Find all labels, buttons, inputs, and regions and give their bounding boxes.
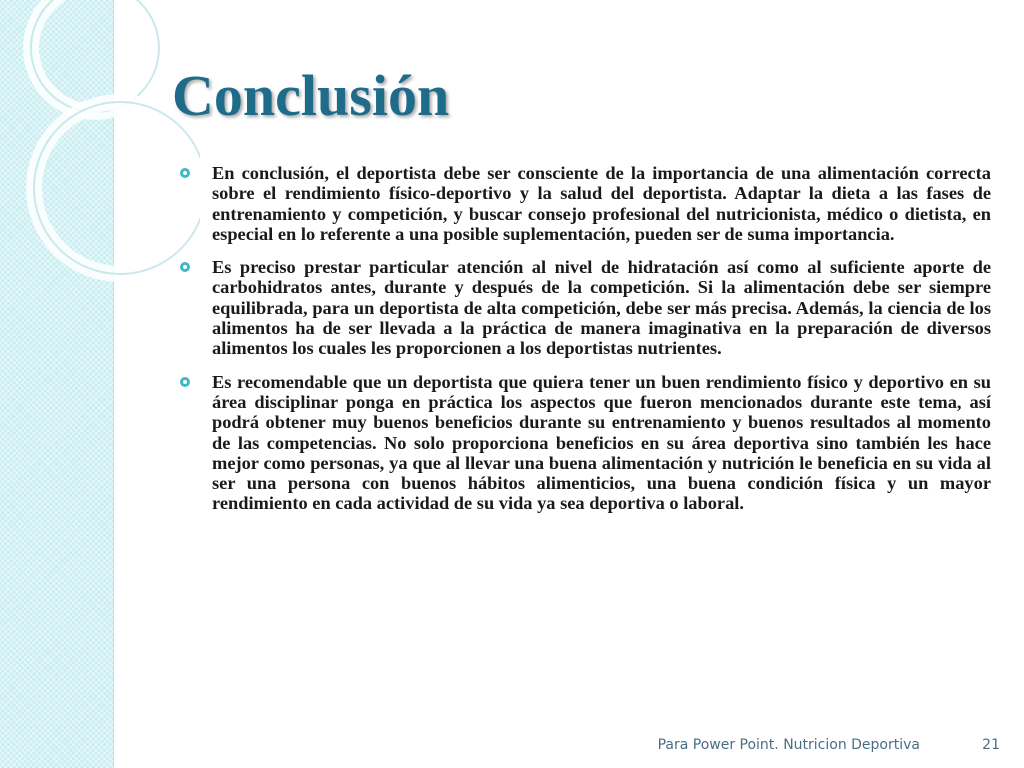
- bullet-icon: [180, 168, 190, 178]
- decorative-side-band: [0, 0, 114, 768]
- bullet-item: [180, 257, 991, 358]
- bullet-text: Es preciso prestar particular atención al nivel de hidratación así como al suficiente aporte de carbohidratos antes, durante y después de la competición. Si la alimentación debe ser siempre equilibrada, para un deportista de alta competición, debe ser más precisa. Además, la ciencia de los alimentos ha de ser llevada a la práctica de manera imaginativa en la preparación de diversos alimentos los cuales les proporcionen a los deportistas nutrientes.: [212, 257, 991, 359]
- footer-text: Para Power Point. Nutricion Deportiva: [657, 737, 920, 753]
- page-number: 21: [982, 737, 1000, 753]
- bullet-item: [180, 372, 991, 514]
- bullet-icon: [180, 377, 190, 387]
- bullet-text: En conclusión, el deportista debe ser consciente de la importancia de una alimentación correcta sobre el rendimiento físico-deportivo y la salud del deportista. Adaptar la dieta a las fases de entrenamiento y competición, y buscar consejo profesional del nutricionista, médico o dietista, en especial en lo referente a una posible suplementación, pueden ser de suma importancia.: [212, 163, 991, 244]
- slide-title: Conclusión: [172, 63, 450, 128]
- bullet-icon: [180, 262, 190, 272]
- bullet-item: [180, 163, 991, 244]
- bullet-list: [180, 163, 991, 527]
- bullet-text: Es recomendable que un deportista que quiera tener un buen rendimiento físico y deportivo en su área disciplinar ponga en práctica los aspectos que fueron mencionados durante este tema, así podrá obtener muy buenos beneficios durante su entrenamiento y buenos resultados al momento de las competencias. No solo proporciona beneficios en su área deportiva sino también les hace mejor como personas, ya que al llevar una buena alimentación y nutrición le beneficia en su vida al ser una persona con buenos hábitos alimenticios, una buena condición física y un mayor rendimiento en cada actividad de su vida ya sea deportiva o laboral.: [212, 371, 991, 514]
